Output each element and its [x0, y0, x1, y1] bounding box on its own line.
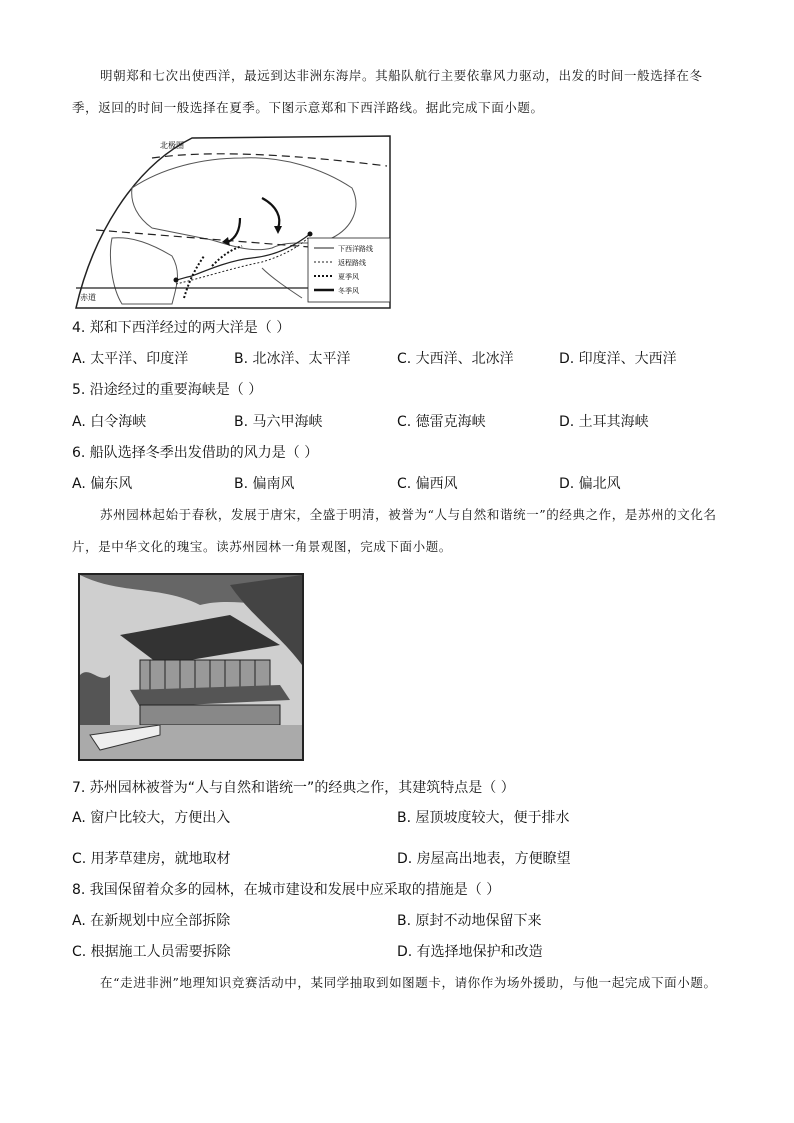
question-8: 8. 我国保留着众多的园林，在城市建设和发展中应采取的措施是（ ）	[72, 882, 501, 898]
zheng-he-route-map	[72, 128, 392, 310]
question-5: 5. 沿途经过的重要海峡是（ ）	[72, 382, 263, 398]
q5-option-c[interactable]: C. 德雷克海峡	[397, 414, 486, 430]
end-point	[174, 278, 179, 283]
q4-option-a[interactable]: A. 太平洋、印度洋	[72, 351, 189, 367]
q6-option-a[interactable]: A. 偏东风	[72, 476, 133, 492]
legend-winter-monsoon: 冬季风	[338, 287, 359, 295]
passage-suzhou-garden: 苏州园林起始于春秋，发展于唐宋，全盛于明清，被誉为“人与自然和谐统一”的经典之作，是苏州的文化名片，是中华文化的瑰宝。读苏州园林一角景观图，完成下面小题。	[72, 507, 717, 554]
arctic-label: 北极圈	[160, 141, 184, 150]
legend-return: 返程路线	[338, 259, 366, 267]
q7-option-d[interactable]: D. 房屋高出地表，方便瞭望	[397, 851, 571, 867]
q8-option-a[interactable]: A. 在新规划中应全部拆除	[72, 913, 231, 929]
passage-zheng-he: 明朝郑和七次出使西洋，最远到达非洲东海岸。其船队航行主要依靠风力驱动，出发的时间一般选择在冬季，返回的时间一般选择在夏季。下图示意郑和下西洋路线。据此完成下面小题。	[72, 68, 703, 115]
start-point	[308, 232, 313, 237]
q5-option-a[interactable]: A. 白令海峡	[72, 414, 147, 430]
q4-option-b[interactable]: B. 北冰洋、太平洋	[234, 351, 351, 367]
equator-label: 赤道	[80, 293, 96, 302]
question-6: 6. 船队选择冬季出发借助的风力是（ ）	[72, 445, 319, 461]
q8-option-b[interactable]: B. 原封不动地保留下来	[397, 913, 542, 929]
q5-option-b[interactable]: B. 马六甲海峡	[234, 414, 323, 430]
question-7: 7. 苏州园林被誉为“人与自然和谐统一”的经典之作，其建筑特点是（ ）	[72, 780, 515, 796]
q6-option-c[interactable]: C. 偏西风	[397, 476, 458, 492]
q6-option-d[interactable]: D. 偏北风	[559, 476, 621, 492]
q4-option-d[interactable]: D. 印度洋、大西洋	[559, 351, 677, 367]
passage-africa: 在“走进非洲”地理知识竞赛活动中，某同学抽取到如图题卡，请你作为场外援助，与他一起完成下面小题。	[100, 975, 717, 990]
q7-option-a[interactable]: A. 窗户比较大，方便出入	[72, 810, 231, 826]
q6-option-b[interactable]: B. 偏南风	[234, 476, 295, 492]
legend-route: 下西洋路线	[338, 245, 373, 253]
q7-option-c[interactable]: C. 用茅草建房，就地取材	[72, 851, 231, 867]
q4-option-c[interactable]: C. 大西洋、北冰洋	[397, 351, 514, 367]
question-4: 4. 郑和下西洋经过的两大洋是（ ）	[72, 320, 291, 336]
legend-summer-monsoon: 夏季风	[338, 273, 359, 281]
q7-option-b[interactable]: B. 屋顶坡度较大，便于排水	[397, 810, 570, 826]
q8-option-d[interactable]: D. 有选择地保护和改造	[397, 944, 543, 960]
q8-option-c[interactable]: C. 根据施工人员需要拆除	[72, 944, 231, 960]
suzhou-garden-photo	[78, 573, 304, 761]
q5-option-d[interactable]: D. 土耳其海峡	[559, 414, 649, 430]
